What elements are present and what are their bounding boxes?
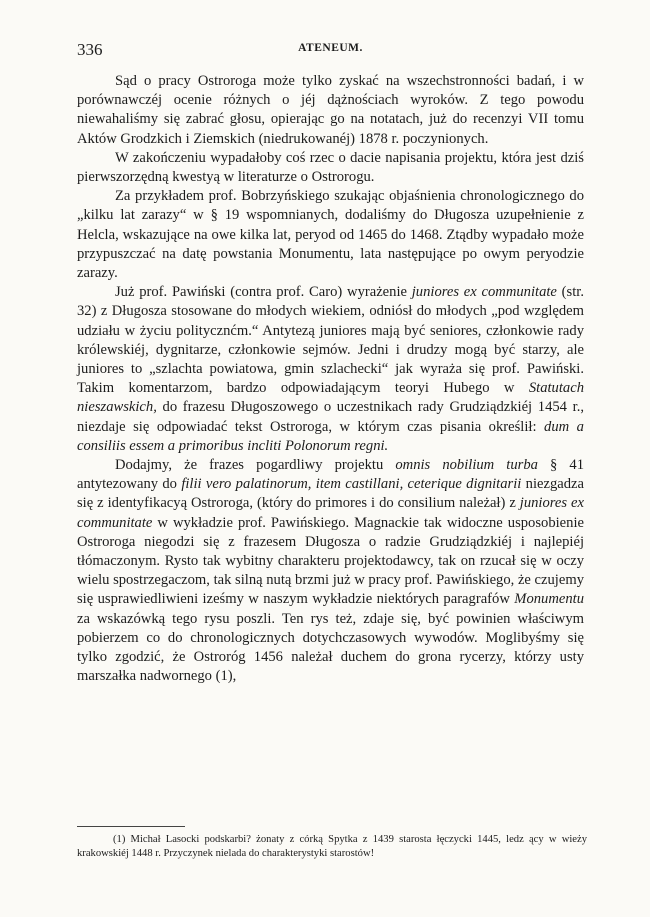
text-run: Już prof. Pawiński (contra prof. Caro) wyrażenie: [115, 284, 412, 301]
italic-text: Monumentu: [514, 591, 584, 608]
text-run: Za przykładem prof. Bobrzyńskiego szukając objaśnienia chronologicznego do „kilku lat zarazy“ w § 19 wspomnianych, dodaliśmy do Długosza uzupełnienie z Helcla, wskazujące na owe kilka lat, peryod od 1465 do 1468. Ztądby wypadało może przypuszczać na datę powstania Monumentu, lata następujące po owym peryodzie zarazy.: [77, 188, 584, 282]
text-run: za wskazówką tego rysu poszli. Ten rys też, zdaje się, być powinien właściwym pobierzem co do chronologicznych dotychczasowych wywodów. Moglibyśmy się tylko zgodzić, że Ostroróg 1456 należał duchem do grona rycerzy, którzy usty marszałka nadwornego (1),: [77, 610, 584, 685]
text-run: w wykładzie prof. Pawińskiego. Magnackie tak widoczne usposobienie Ostroroga niegodzi się z frazesem Długosza o radzie Grudziądzkiéj i najlepiéj tłómaczonym. Rysto tak wybitny charakteru projektodawcy, tak on rzucał się w oczy wielu spostrzegaczom, tak silną nutą brzmi już w pracy prof. Pawińskiego, że czujemy się usprawiedliwieni iześmy w naszym wykładzie niektórych paragrafów: [77, 514, 584, 608]
italic-text: juniores ex communitate: [411, 284, 557, 301]
text-run: § 41 antytezowany do: [77, 457, 584, 493]
text-run: niezgadza się z identyfikacyą Ostroroga, (który do primores i do consilium należał) z: [77, 476, 584, 512]
paragraph: [77, 72, 584, 149]
running-title: ATENEUM.: [298, 42, 363, 54]
page-number: 336: [77, 40, 103, 59]
page-header: [77, 40, 584, 60]
paragraph: [77, 187, 584, 283]
text-run: (str. 32) z Długosza stosowane do młodych wiekiem, odniósł do młodych „pod względem udziału w życiu politycznćm.“ Antytezą juniores mają być seniores, członkowie rady królewskiéj, dygnitarze, członkowie sejmów. Jedni i drudzy mogą być starzy, ale juniores to „szlachta powiatowa, gmin szlachecki“ jak wyraża się prof. Pawiński. Takim komentarzom, bardzo odpowiadającym teoryi Hubego w: [77, 284, 584, 397]
footnote-rule: [77, 826, 185, 827]
italic-text: juniores ex communitate: [77, 495, 584, 531]
italic-text: dum a consiliis essem a primoribus incliti Polonorum regni.: [77, 418, 584, 454]
paragraph: [77, 456, 584, 686]
footnote: (1) Michał Lasocki podskarbi? żonaty z córką Spytka z 1439 starosta łęczycki 1445, ledz ący w wieży krakowskiéj 1448 r. Przyczynek nielada do charakterystyki starostów!: [77, 834, 587, 860]
text-run: do frazesu Długoszowego o uczestnikach rady Grudziądzkiéj 1454 r., niezdaje się odpowiadać tekst Ostroroga, w którym czas pisania określił:: [77, 399, 584, 435]
text-run: Sąd o pracy Ostroroga może tylko zyskać na wszechstronności badań, i w porównawczéj ocenie różnych o jéj dążnościach wyroków. Z tego powodu niewahaliśmy się zabrać głosu, opierając go na notatach, już do recenzyi VII tomu Aktów Grodzkich i Ziemskich (niedrukowanéj) 1878 r. poczynionych.: [77, 73, 584, 147]
text-run: W zakończeniu wypadałoby coś rzec o dacie napisania projektu, która jest dziś pierwszorzędną kwestyą w literaturze o Ostrorogu.: [77, 149, 584, 186]
body-text: [77, 72, 584, 687]
paragraph: [77, 283, 584, 456]
text-run: Dodajmy, że frazes pogardliwy projektu: [115, 457, 396, 474]
paragraph: [77, 149, 584, 187]
italic-text: filii vero palatinorum, item castillani, ceterique dignitarii: [181, 476, 522, 493]
italic-text: Statutach nieszawskich,: [77, 380, 584, 416]
italic-text: omnis nobilium turba: [395, 457, 538, 474]
